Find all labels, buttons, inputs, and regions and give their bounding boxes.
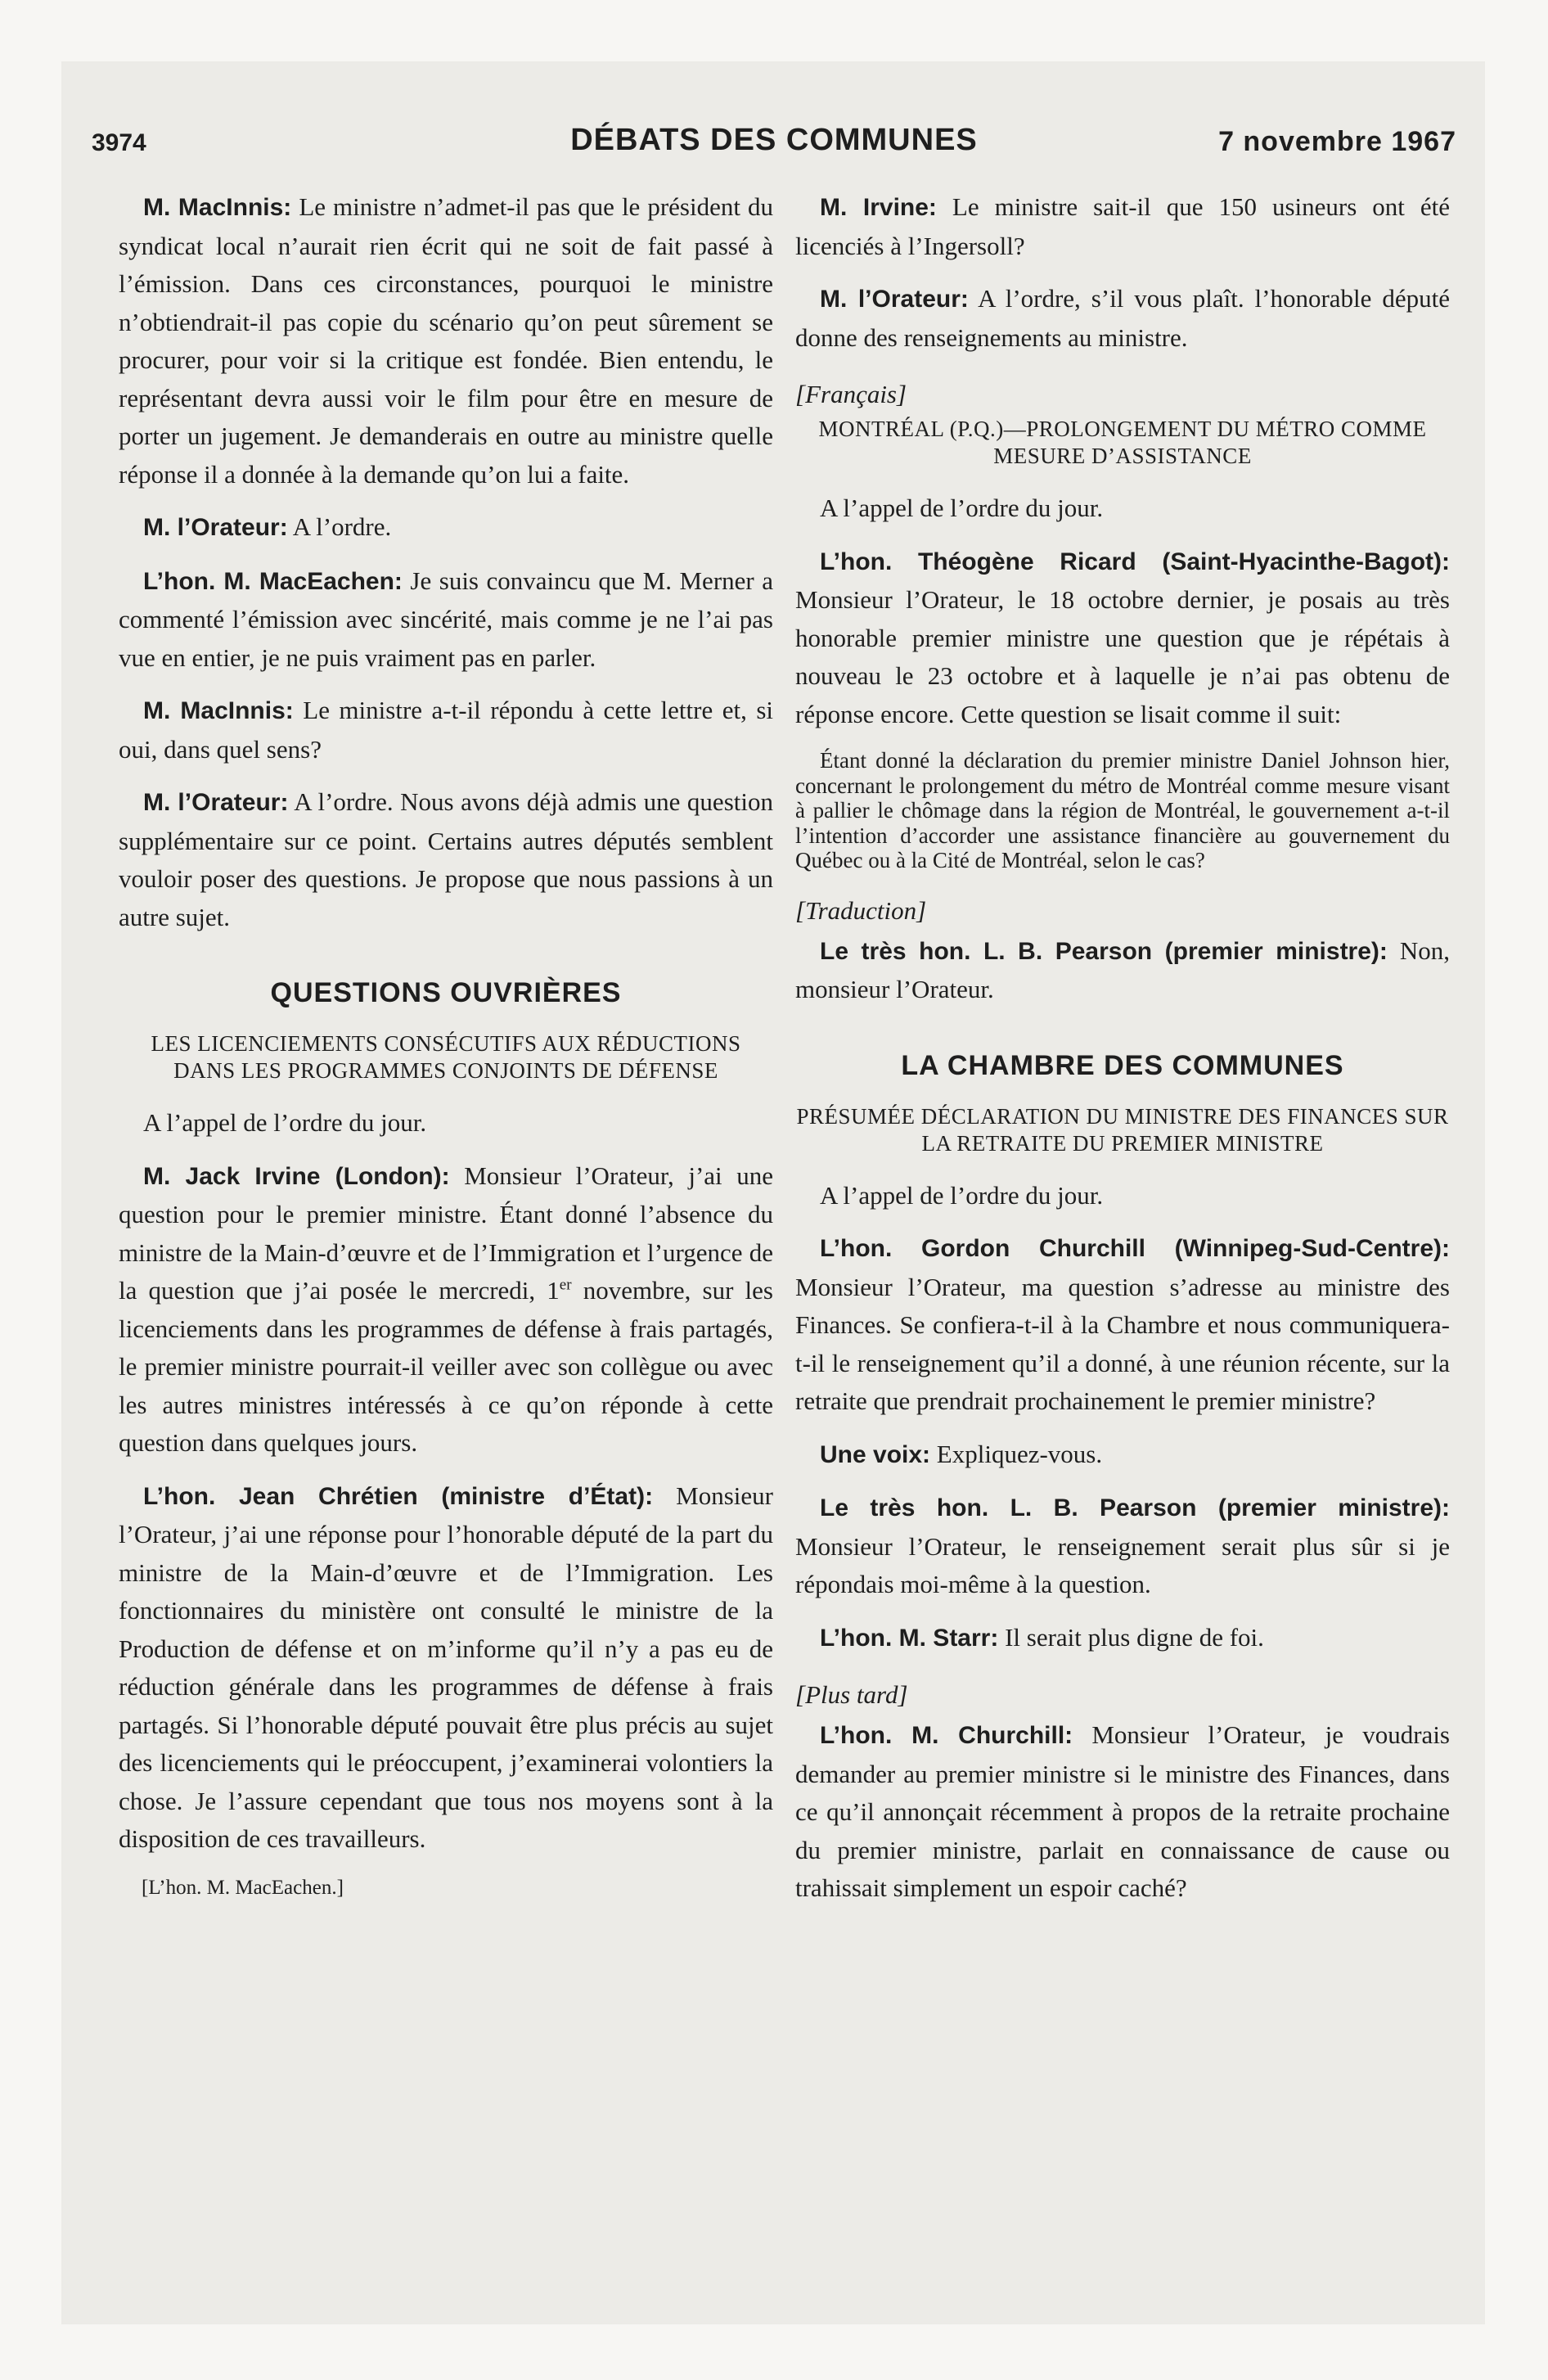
- right-column: [795, 188, 1450, 1922]
- speaker: M. MacInnis:: [143, 194, 292, 221]
- speaker: M. l’Orateur:: [143, 789, 289, 816]
- running-head: [92, 123, 1456, 164]
- speech-text: Monsieur l’Orateur, j’ai une question pour le premier ministre. Étant donné l’absence du ministre de la Main-d’œuvre et de l’Immigration et l’urgence de la question que j’ai posée le mercredi, 1: [119, 1161, 773, 1305]
- left-column: [119, 188, 773, 1900]
- speech-text: Monsieur l’Orateur, le 18 octobre dernier, je posais au très honorable premier ministre une question que je répétais à nouveau le 23 octobre et à laquelle je n’ai pas obtenu de réponse encore. Cette question se lisait comme il suit:: [795, 585, 1450, 728]
- speaker: L’hon. M. Churchill:: [820, 1722, 1073, 1749]
- bracket-note: [L’hon. M. MacEachen.]: [142, 1876, 344, 1899]
- speech-text: A l’ordre. Nous avons déjà admis une question supplémentaire sur ce point. Certains autres députés semblent vouloir poser des questions. Je propose que nous passions à un autre sujet.: [119, 787, 773, 931]
- subheading: PRÉSUMÉE DÉCLARATION DU MINISTRE DES FINANCES SUR LA RETRAITE DU PREMIER MINISTRE: [796, 1103, 1449, 1156]
- paragraph: [795, 1436, 1450, 1475]
- speaker: L’hon. M. Starr:: [820, 1624, 999, 1652]
- speech-text: Le ministre a-t-il répondu à cette lettre et, si oui, dans quel sens?: [119, 696, 774, 764]
- speaker: M. l’Orateur:: [820, 286, 969, 313]
- language-tag: [Traduction]: [795, 895, 927, 925]
- speaker: M. Jack Irvine (London):: [143, 1162, 450, 1190]
- speech-text: novembre, sur les licenciements dans les programmes de défense à frais partagés, le premier ministre pourrait-il veiller avec son collègue ou avec les autres ministres intéressés à ce qu’on réponde à cette question dans quelques jours.: [119, 1276, 773, 1457]
- page-date: 7 novembre 1967: [1218, 126, 1456, 157]
- paragraph: [119, 1477, 773, 1859]
- speech-text: Le ministre n’admet-il pas que le président du syndicat local n’aurait rien écrit qui ne soit de fait passé à l’émission. Dans ces circonstances, pourquoi le ministre n’obtiendrait-il pas copie du scénario qu’on peut sûrement se procurer, pour voir si la critique est fondée. Bien entendu, le représentant devra aussi voir le film pour être en mesure de porter un jugement. Je demanderais en outre au ministre quelle réponse il a donnée à la demande qu’on lui a faite.: [119, 192, 774, 489]
- speech-text: Je suis convaincu que M. Merner a commenté l’émission avec sincérité, mais comme je ne l’ai pas vue en entier, je ne puis vraiment pas en parler.: [119, 566, 773, 672]
- paragraph: [795, 1489, 1450, 1604]
- order-call: A l’appel de l’ordre du jour.: [143, 1108, 427, 1137]
- speaker: L’hon. Jean Chrétien (ministre d’État):: [143, 1482, 654, 1510]
- speaker: Une voix:: [820, 1440, 931, 1468]
- speech-text: Il serait plus digne de foi.: [998, 1622, 1264, 1652]
- speech-text: A l’ordre, s’il vous plaît. l’honorable député donne des renseignements au ministre.: [795, 284, 1450, 352]
- order-call: A l’appel de l’ordre du jour.: [820, 1180, 1104, 1210]
- running-title: DÉBATS DES COMMUNES: [570, 123, 978, 157]
- section-heading: QUESTIONS OUVRIÈRES: [270, 977, 622, 1008]
- section-heading: LA CHAMBRE DES COMMUNES: [901, 1049, 1344, 1081]
- speaker: Le très hon. L. B. Pearson (premier ministre):: [820, 1494, 1450, 1521]
- speaker: L’hon. M. MacEachen:: [143, 567, 403, 595]
- paragraph: [119, 508, 773, 548]
- language-tag: [Français]: [795, 380, 907, 408]
- superscript: er: [559, 1276, 572, 1294]
- paragraph: [795, 932, 1450, 1009]
- paragraph: [795, 280, 1450, 357]
- subheading: LES LICENCIEMENTS CONSÉCUTIFS AUX RÉDUCTIONS DANS LES PROGRAMMES CONJOINTS DE DÉFENSE: [151, 1031, 741, 1083]
- order-call: A l’appel de l’ordre du jour.: [820, 494, 1104, 522]
- speech-text: Le ministre sait-il que 150 usineurs ont été licenciés à l’Ingersoll?: [795, 192, 1450, 260]
- paragraph: [795, 1229, 1450, 1421]
- speaker: Le très hon. L. B. Pearson (premier ministre):: [820, 937, 1388, 965]
- speaker: L’hon. Gordon Churchill (Winnipeg-Sud-Centre):: [820, 1235, 1450, 1262]
- speaker: L’hon. Théogène Ricard (Saint-Hyacinthe-Bagot):: [820, 548, 1450, 575]
- speaker: M. l’Orateur:: [143, 514, 288, 541]
- quoted-question: Étant donné la déclaration du premier ministre Daniel Johnson hier, concernant le prolongement du métro de Montréal comme mesure visant à pallier le chômage dans la région de Montréal, le gouvernement a-t-il l’intention d’accorder une assistance financière au gouvernement du Québec ou à la Cité de Montréal, selon le cas?: [795, 748, 1450, 872]
- speech-text: Monsieur l’Orateur, le renseignement serait plus sûr si je répondais moi-même à la question.: [795, 1531, 1450, 1598]
- paragraph: [795, 1619, 1450, 1658]
- paragraph: [795, 543, 1450, 734]
- speech-text: Monsieur l’Orateur, ma question s’adresse au ministre des Finances. Se confiera-t-il à la Chambre et nous communiquera-t-il le renseignement qu’il a donné, à une réunion récente, sur la retraite que prendrait prochainement le premier ministre?: [795, 1272, 1450, 1415]
- paragraph: [795, 1716, 1450, 1908]
- speech-text: Monsieur l’Orateur, je voudrais demander au premier ministre si le ministre des Finances, dans ce qu’il annonçait récemment à propos de la retraite prochaine du premier ministre, parlait en connaissance de cause ou trahissait simplement un espoir caché?: [795, 1720, 1450, 1902]
- page-number: 3974: [92, 129, 146, 156]
- paragraph: [119, 1157, 773, 1463]
- paragraph: [119, 692, 773, 769]
- speaker: M. MacInnis:: [143, 697, 294, 724]
- paragraph: [119, 783, 773, 936]
- speaker: M. Irvine:: [820, 194, 937, 221]
- speech-text: A l’ordre.: [287, 512, 392, 541]
- subheading: MONTRÉAL (P.Q.)—PROLONGEMENT DU MÉTRO COMME MESURE D’ASSISTANCE: [818, 417, 1427, 468]
- paragraph: [795, 188, 1450, 265]
- language-tag: [Plus tard]: [795, 1680, 908, 1709]
- paragraph: [119, 562, 773, 678]
- speech-text: Expliquez-vous.: [930, 1439, 1103, 1468]
- speech-text: Non, monsieur l’Orateur.: [795, 935, 1450, 1003]
- paragraph: [119, 188, 773, 494]
- speech-text: Monsieur l’Orateur, j’ai une réponse pour l’honorable député de la part du ministre de la Main-d’œuvre et de l’Immigration. Les fonctionnaires du ministère ont consulté le ministre de la Production de défense et on m’informe qu’il n’y a pas eu de réduction générale dans les programmes de défense à frais partagés. Si l’honorable député pouvait être plus précis au sujet des licenciements qui le préoccupent, j’examinerai volontiers la chose. Je l’assure cependant que tous nos moyens sont à la disposition de ces travailleurs.: [119, 1481, 774, 1853]
